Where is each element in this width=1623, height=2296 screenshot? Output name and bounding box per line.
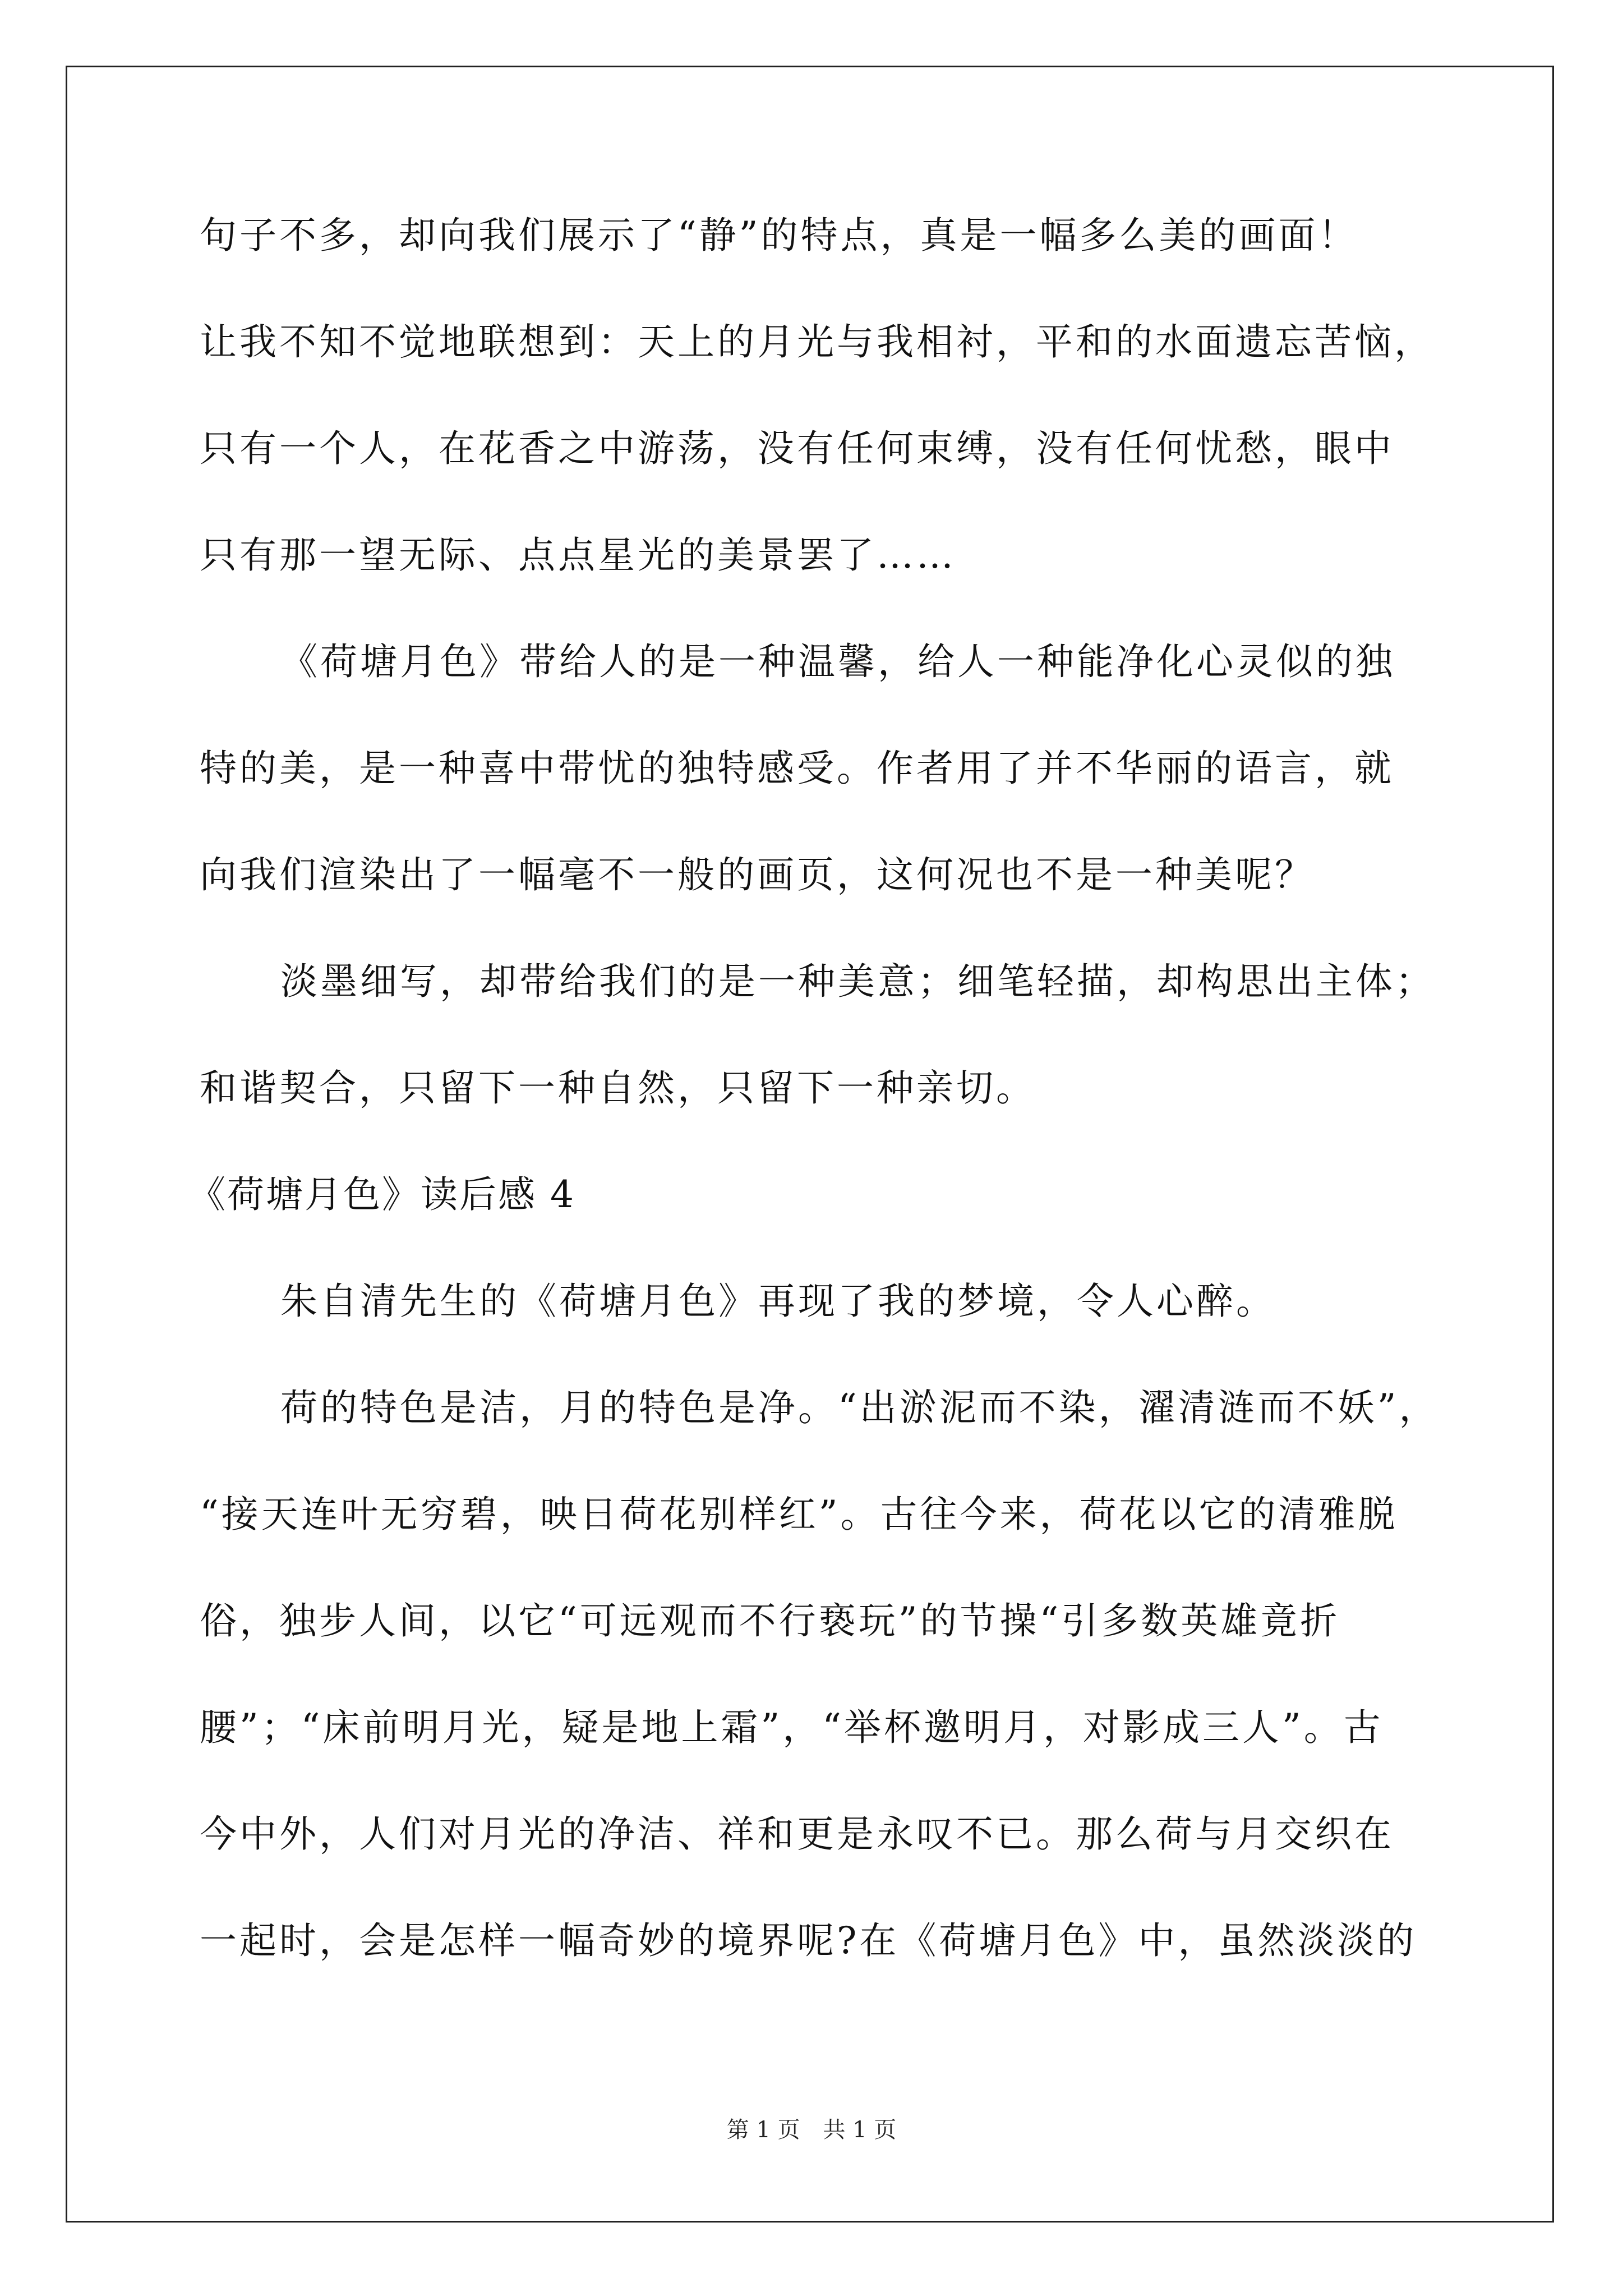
page-number: 第 1 页	[726, 2117, 800, 2143]
text-line: 特的美，是一种喜中带忧的独特感受。作者用了并不华丽的语言，就	[200, 747, 1394, 790]
text-line: 句子不多，却向我们展示了“静”的特点，真是一幅多么美的画面！	[200, 214, 1358, 257]
text-line: 俗，独步人间，以它“可远观而不行亵玩”的节操“引多数英雄竟折	[200, 1599, 1340, 1642]
text-line: 让我不知不觉地联想到：天上的月光与我相衬，平和的水面遗忘苦恼，	[200, 320, 1434, 364]
page-border	[66, 66, 1554, 2223]
text-line: 荷的特色是洁，月的特色是净。“出淤泥而不染，濯清涟而不妖”，	[280, 1386, 1439, 1429]
text-line: 今中外，人们对月光的净洁、祥和更是永叹不已。那么荷与月交织在	[200, 1812, 1394, 1856]
text-line: 朱自清先生的《荷塘月色》再现了我的梦境，令人心醉。	[280, 1280, 1276, 1323]
page-footer	[0, 2116, 1623, 2144]
text-line: 《荷塘月色》带给人的是一种温馨，给人一种能净化心灵似的独	[280, 640, 1395, 683]
text-line: 一起时，会是怎样一幅奇妙的境界呢?在《荷塘月色》中，虽然淡淡的	[200, 1919, 1417, 1962]
text-line: 和谐契合，只留下一种自然，只留下一种亲切。	[200, 1066, 1036, 1110]
page-total: 共 1 页	[823, 2117, 897, 2143]
section-heading: 《荷塘月色》读后感 4	[188, 1173, 575, 1216]
text-line: “接天连叶无穷碧，映日荷花别样红”。古往今来，荷花以它的清雅脱	[200, 1493, 1398, 1536]
text-line: 只有那一望无际、点点星光的美景罢了……	[200, 533, 956, 577]
text-line: 向我们渲染出了一幅毫不一般的画页，这何况也不是一种美呢？	[200, 853, 1315, 896]
text-line: 淡墨细写，却带给我们的是一种美意；细笔轻描，却构思出主体；	[280, 960, 1435, 1003]
text-line: 只有一个人，在花香之中游荡，没有任何束缚，没有任何忧愁，眼中	[200, 427, 1394, 470]
text-line: 腰”；“床前明月光，疑是地上霜”，“举杯邀明月，对影成三人”。古	[200, 1706, 1384, 1749]
